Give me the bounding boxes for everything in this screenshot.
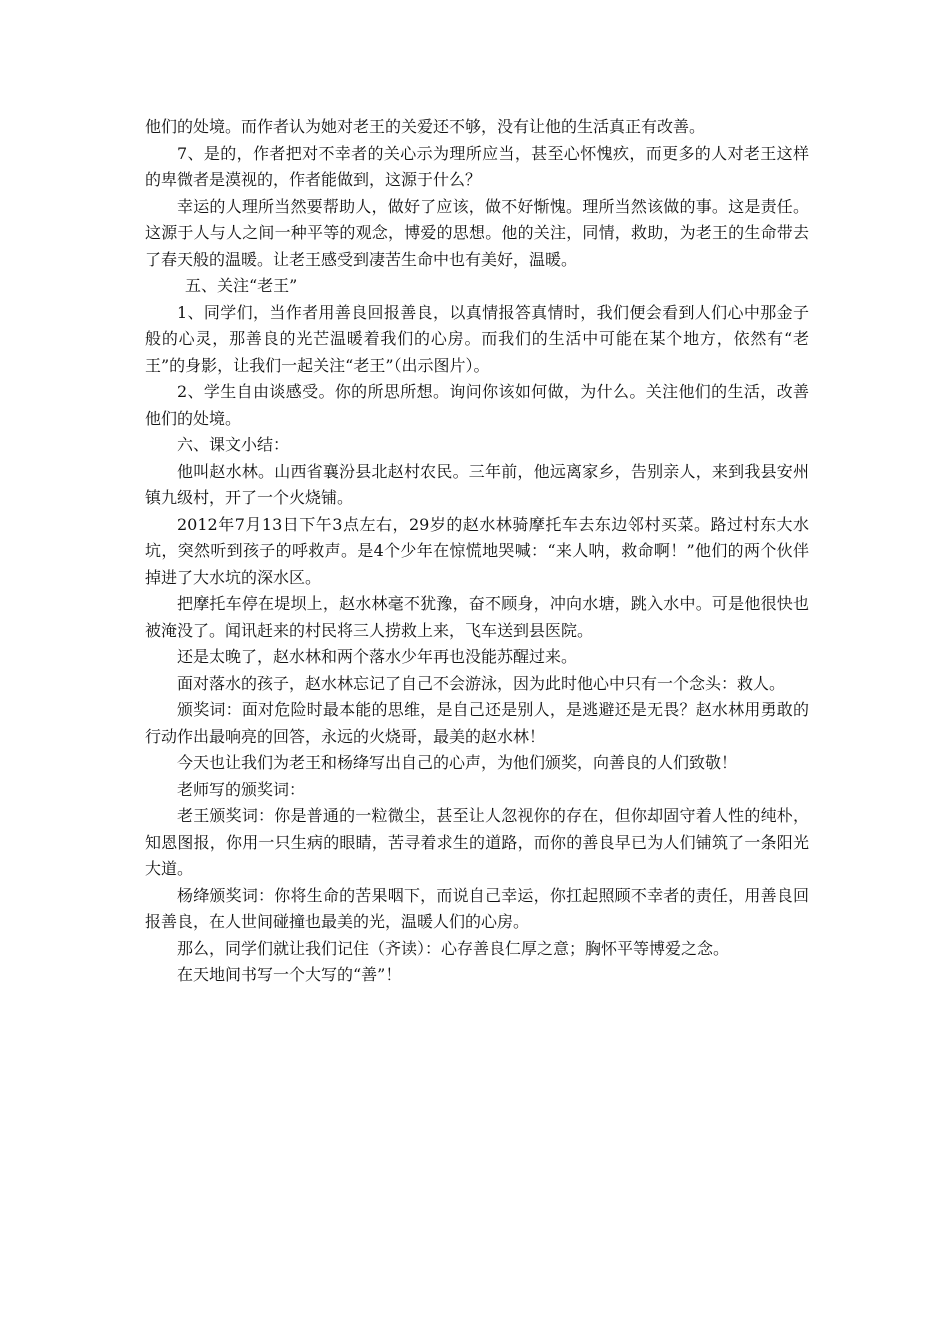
- document-page: [145, 114, 809, 989]
- paragraph-14: 今天也让我们为老王和杨绛写出自己的心声，为他们颁奖，向善良的人们致敬！: [177, 753, 738, 772]
- paragraph-11: 还是太晚了，赵水林和两个落水少年再也没能苏醒过来。: [177, 647, 578, 666]
- paragraph-6: 2、学生自由谈感受。你的所思所想。询问你该如何做，为什么。关注他们的生活，改善他们的处境。: [145, 382, 809, 428]
- paragraph-8: 他叫赵水林。山西省襄汾县北赵村农民。三年前，他远离家乡，告别亲人，来到我县安州镇九级村，开了一个火烧铺。: [145, 461, 809, 507]
- paragraph-18: 那么，同学们就让我们记住（齐读）：心存善良仁厚之意；胸怀平等博爱之念。: [177, 938, 730, 958]
- paragraph-1: 他们的处境。而作者认为她对老王的关爱还不够，没有让他的生活真正有改善。: [145, 117, 706, 136]
- paragraph-17: 杨绛颁奖词：你将生命的苦果咽下，而说自己幸运，你扛起照顾不幸者的责任，用善良回报善良，在人世间碰撞也最美的光，温暖人们的心房。: [145, 885, 809, 931]
- section-heading-6: 六、课文小结：: [177, 435, 290, 454]
- paragraph-12: 面对落水的孩子，赵水林忘记了自己不会游泳，因为此时他心中只有一个念头：救人。: [177, 673, 786, 693]
- paragraph-3: 幸运的人理所当然要帮助人，做好了应该，做不好惭愧。理所当然该做的事。这是责任。这源于人与人之间一种平等的观念，博爱的思想。他的关注，同情，救助，为老王的生命带去了春天般的温暖。让老王感受到凄苦生命中也有美好，温暖。: [145, 196, 809, 269]
- paragraph-10: 把摩托车停在堤坝上，赵水林毫不犹豫，奋不顾身，冲向水塘，跳入水中。可是他很快也被淹没了。闻讯赶来的村民将三人捞救上来，飞车送到县医院。: [145, 594, 809, 640]
- paragraph-9: 2012年7月13日下午3点左右，29岁的赵水林骑摩托车去东边邻村买菜。路过村东大水坑，突然听到孩子的呼救声。是4个少年在惊慌地哭喊：“来人呐，救命啊！”他们的两个伙伴掉进了大水坑的深水区。: [145, 514, 809, 587]
- paragraph-13: 颁奖词：面对危险时最本能的思维，是自己还是别人，是逃避还是无畏？赵水林用勇敢的行动作出最响亮的回答，永远的火烧哥，最美的赵水林！: [145, 700, 809, 746]
- paragraph-15: 老师写的颁奖词：: [177, 779, 306, 799]
- paragraph-16: 老王颁奖词：你是普通的一粒微尘，甚至让人忽视你的存在，但你却固守着人性的纯朴，知恩图报，你用一只生病的眼睛，苦寻着求生的道路，而你的善良早已为人们铺筑了一条阳光大道。: [145, 806, 809, 878]
- paragraph-19: 在天地间书写一个大写的“善”！: [177, 965, 402, 984]
- section-heading-5: 五、关注“老王”: [185, 276, 298, 295]
- paragraph-2: 7、是的，作者把对不幸者的关心示为理所应当，甚至心怀愧疚，而更多的人对老王这样的卑微者是漠视的，作者能做到，这源于什么？: [145, 143, 809, 189]
- paragraph-5: 1、同学们，当作者用善良回报善良，以真情报答真情时，我们便会看到人们心中那金子般的心灵，那善良的光芒温暖着我们的心房。而我们的生活中可能在某个地方，依然有“老王”的身影，让我们一起关注“老王”（出示图片）。: [145, 302, 809, 375]
